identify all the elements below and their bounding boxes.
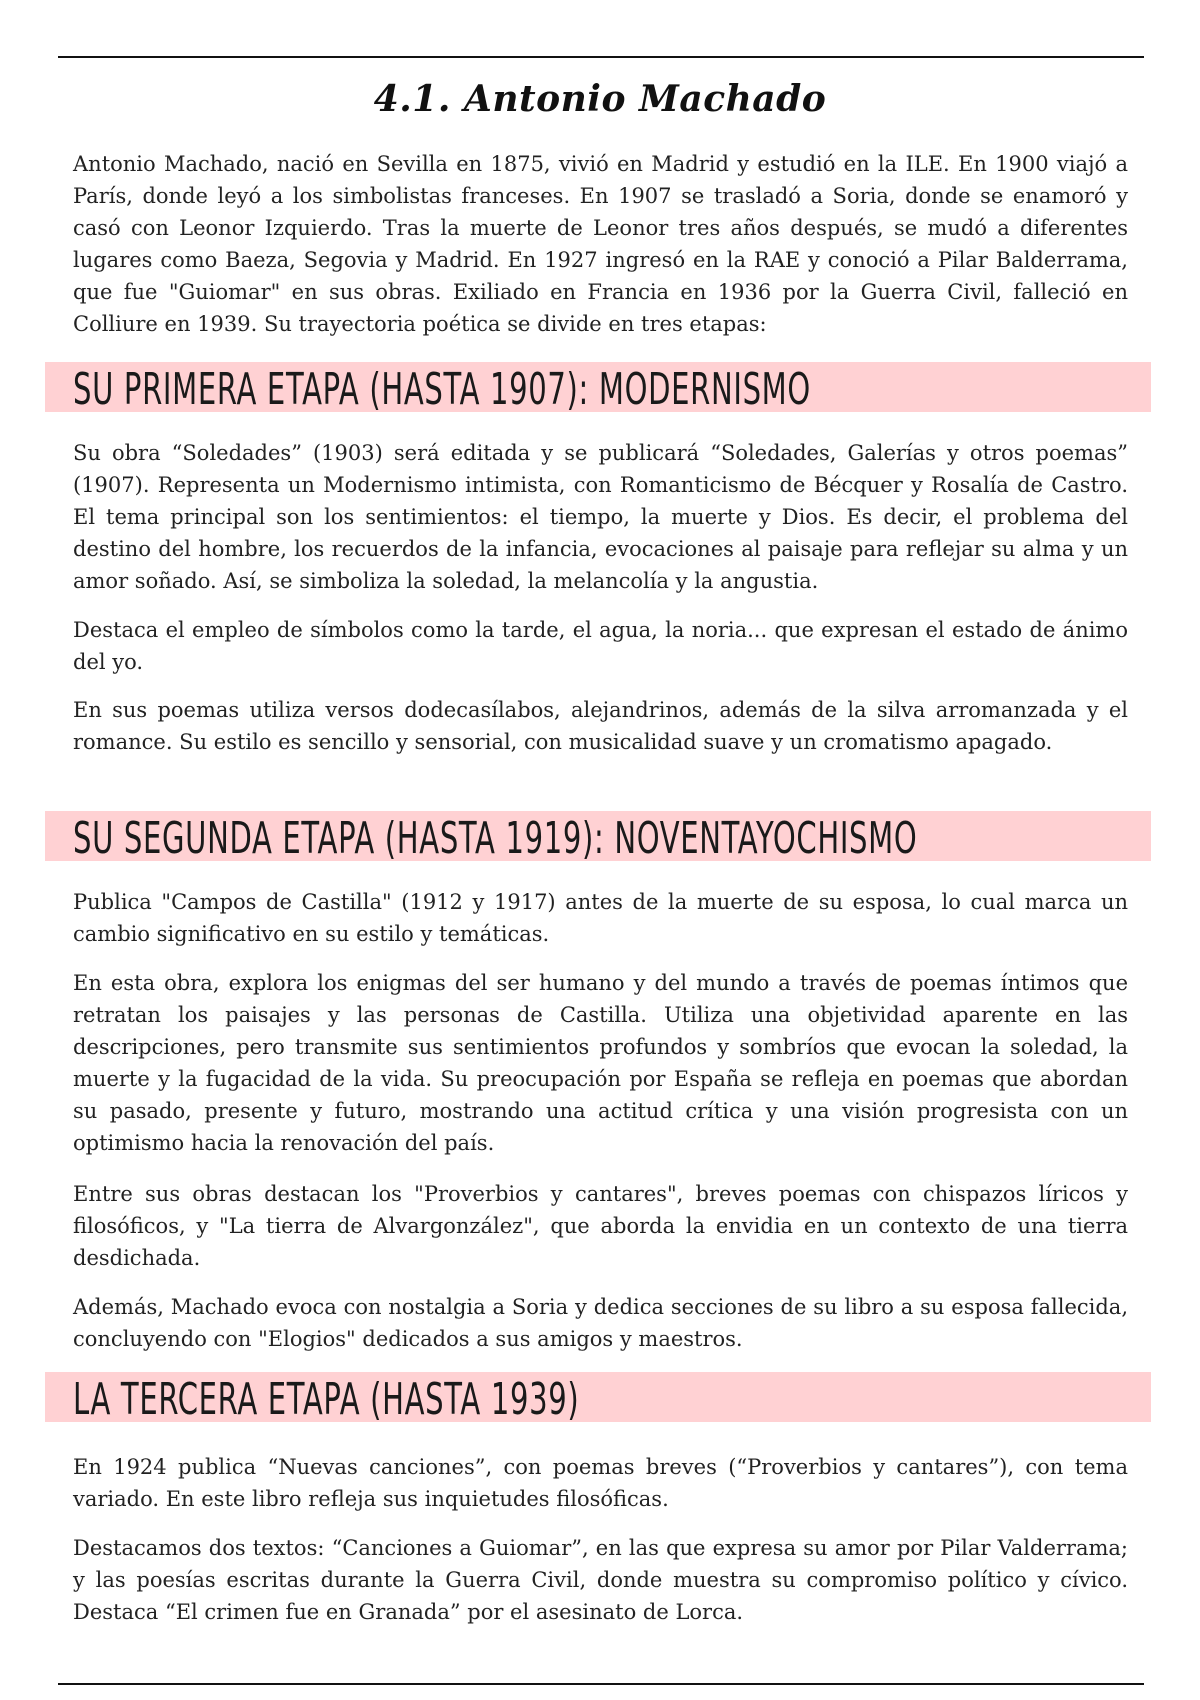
tercera-paragraph-2: Destacamos dos textos: “Canciones a Guiomar”, en las que expresa su amor por Pilar Valderrama; y las poesías escritas durante la Guerra Civil, donde muestra su compromiso político y cívico. Destaca “El crimen fue en Granada” por el asesinato de Lorca.: [73, 1536, 1128, 1624]
intro-paragraph: Antonio Machado, nació en Sevilla en 1875, vivió en Madrid y estudió en la ILE. En 1900 viajó a París, donde leyó a los simbolistas franceses. En 1907 se trasladó a Soria, donde se enamoró y casó con Leonor Izquierdo. Tras la muerte de Leonor tres años después, se mudó a diferentes lugares como Baeza, Segovia y Madrid. En 1927 ingresó en la RAE y conoció a Pilar Balderrama, que fue "Guiomar" en sus obras. Exiliado en Francia en 1936 por la Guerra Civil, falleció en Colliure en 1939. Su trayectoria poética se divide en tres etapas:: [73, 152, 1128, 336]
section-band-tercera: [45, 1372, 1151, 1425]
primera-paragraph-3: En sus poemas utiliza versos dodecasílabos, alejandrinos, además de la silva arromanzada y el romance. Su estilo es sencillo y sensorial, con musicalidad suave y un cromatismo apagado.: [73, 698, 1128, 754]
primera-paragraph-2: Destaca el empleo de símbolos como la tarde, el agua, la noria... que expresan el estado de ánimo del yo.: [73, 618, 1128, 674]
bottom-rule: [58, 1683, 1144, 1685]
segunda-paragraph-1: Publica "Campos de Castilla" (1912 y 1917) antes de la muerte de su esposa, lo cual marca un cambio significativo en su estilo y temáticas.: [73, 890, 1128, 946]
section-band-primera: [45, 362, 1151, 415]
primera-paragraph-1: Su obra “Soledades” (1903) será editada y se publicará “Soledades, Galerías y otros poemas” (1907). Representa un Modernismo intimista, con Romanticismo de Bécquer y Rosalía de Castro. El tema principal son los sentimientos: el tiempo, la muerte y Dios. Es decir, el problema del destino del hombre, los recuerdos de la infancia, evocaciones al paisaje para reflejar su alma y un amor soñado. Así, se simboliza la soledad, la melancolía y la angustia.: [73, 441, 1128, 593]
section-band-segunda: [45, 811, 1151, 864]
top-rule: [58, 56, 1144, 58]
segunda-paragraph-2: En esta obra, explora los enigmas del ser humano y del mundo a través de poemas íntimos que retratan los paisajes y las personas de Castilla. Utiliza una objetividad aparente en las descripciones, pero transmite sus sentimientos profundos y sombríos que evocan la soledad, la muerte y la fugacidad de la vida. Su preocupación por España se refleja en poemas que abordan su pasado, presente y futuro, mostrando una actitud crítica y una visión progresista con un optimismo hacia la renovación del país.: [73, 971, 1128, 1155]
section-heading-tercera: LA TERCERA ETAPA (HASTA 1939): [73, 1374, 580, 1425]
segunda-paragraph-4: Además, Machado evoca con nostalgia a Soria y dedica secciones de su libro a su esposa fallecida, concluyendo con "Elogios" dedicados a sus amigos y maestros.: [73, 1295, 1128, 1351]
section-heading-primera: SU PRIMERA ETAPA (HASTA 1907): MODERNISMO: [73, 364, 811, 415]
page-title: 4.1. Antonio Machado: [373, 78, 827, 120]
segunda-paragraph-3: Entre sus obras destacan los "Proverbios y cantares", breves poemas con chispazos líricos y filosóficos, y "La tierra de Alvargonzález", que aborda la envidia en un contexto de una tierra desdichada.: [73, 1182, 1128, 1270]
tercera-paragraph-1: En 1924 publica “Nuevas canciones”, con poemas breves (“Proverbios y cantares”), con tema variado. En este libro refleja sus inquietudes filosóficas.: [73, 1455, 1128, 1511]
section-heading-segunda: SU SEGUNDA ETAPA (HASTA 1919): NOVENTAYOCHISMO: [73, 813, 918, 864]
